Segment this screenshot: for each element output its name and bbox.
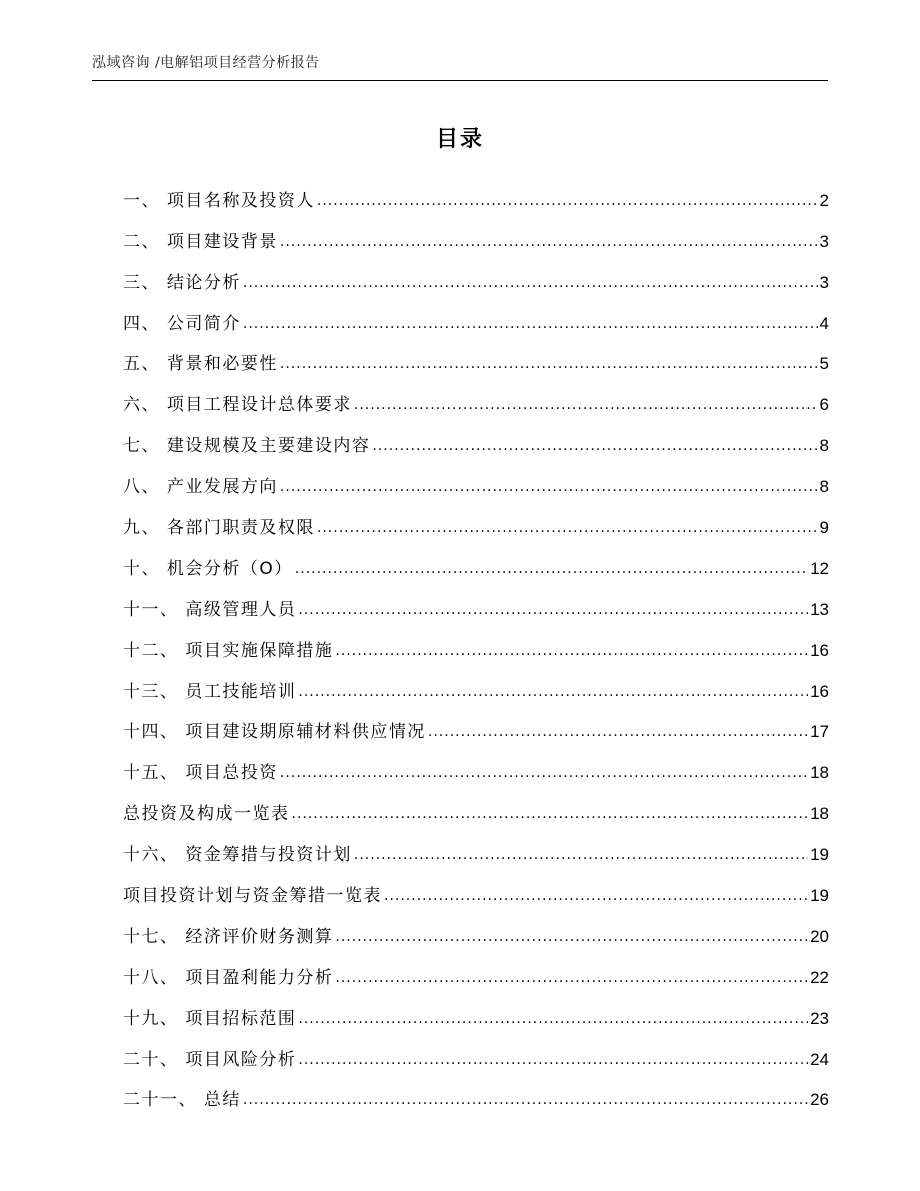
page-title: 目录 <box>435 127 484 152</box>
toc-entry-page-number: 18 <box>810 804 829 824</box>
toc-dot-leader <box>280 352 818 376</box>
toc-dot-leader <box>335 925 808 949</box>
toc-entry-label: 十五、 项目总投资 <box>123 763 278 784</box>
toc-entry-label: 五、 背景和必要性 <box>123 354 278 375</box>
toc-entry-label: 二十一、 总结 <box>123 1090 241 1111</box>
toc-dot-leader <box>243 312 818 336</box>
toc-dot-leader <box>354 843 808 867</box>
toc-dot-leader <box>298 1007 808 1031</box>
header-divider <box>92 80 828 81</box>
toc-entry[interactable] <box>123 744 829 785</box>
toc-entry-label: 二、 项目建设背景 <box>123 231 278 252</box>
toc-entry-label: 十六、 资金筹措与投资计划 <box>123 845 352 866</box>
toc-entry-label: 十九、 项目招标范围 <box>123 1008 297 1029</box>
toc-entry-page-number: 16 <box>810 681 829 701</box>
toc-dot-leader <box>280 761 808 785</box>
toc-entry[interactable] <box>123 336 829 377</box>
toc-entry-page-number: 26 <box>810 1090 829 1110</box>
toc-entry-label: 九、 各部门职责及权限 <box>123 518 315 539</box>
toc-entry-label: 十、 机会分析（O） <box>123 558 293 579</box>
toc-entry-label: 十二、 项目实施保障措施 <box>123 640 334 661</box>
toc-entry-page-number: 20 <box>810 926 829 946</box>
toc-dot-leader <box>354 393 818 417</box>
toc-entry[interactable] <box>123 499 829 540</box>
toc-entry-page-number: 19 <box>810 886 829 906</box>
toc-entry-label: 三、 结论分析 <box>123 272 241 293</box>
toc-entry-page-number: 22 <box>810 967 829 987</box>
toc-dot-leader <box>295 557 808 581</box>
toc-entry-label: 七、 建设规模及主要建设内容 <box>123 436 371 457</box>
table-of-contents <box>123 172 829 1112</box>
toc-entry-label: 二十、 项目风险分析 <box>123 1049 297 1070</box>
toc-entry-label: 项目投资计划与资金筹措一览表 <box>123 886 382 907</box>
toc-entry-label: 六、 项目工程设计总体要求 <box>123 395 352 416</box>
toc-entry[interactable] <box>123 295 829 336</box>
toc-dot-leader <box>298 680 808 704</box>
toc-entry-page-number: 8 <box>819 477 829 497</box>
toc-entry[interactable] <box>123 785 829 826</box>
toc-entry[interactable] <box>123 826 829 867</box>
toc-entry-label: 十八、 项目盈利能力分析 <box>123 967 334 988</box>
toc-entry[interactable] <box>123 213 829 254</box>
toc-dot-leader <box>384 884 808 908</box>
toc-entry[interactable] <box>123 1031 829 1072</box>
toc-entry[interactable] <box>123 254 829 295</box>
toc-entry-label: 十三、 员工技能培训 <box>123 681 297 702</box>
toc-entry-label: 一、 项目名称及投资人 <box>123 190 315 211</box>
toc-entry[interactable] <box>123 622 829 663</box>
toc-dot-leader <box>280 475 818 499</box>
toc-entry-page-number: 8 <box>819 436 829 456</box>
toc-entry-page-number: 12 <box>810 558 829 578</box>
toc-entry[interactable] <box>123 458 829 499</box>
toc-entry-page-number: 2 <box>819 190 829 210</box>
toc-entry-page-number: 13 <box>810 599 829 619</box>
toc-dot-leader <box>280 230 818 254</box>
toc-entry-page-number: 23 <box>810 1008 829 1028</box>
toc-entry-page-number: 16 <box>810 640 829 660</box>
toc-entry[interactable] <box>123 867 829 908</box>
toc-dot-leader <box>298 598 808 622</box>
toc-entry-label: 十四、 项目建设期原辅材料供应情况 <box>123 722 426 743</box>
toc-entry-label: 十七、 经济评价财务测算 <box>123 926 334 947</box>
toc-entry-page-number: 9 <box>819 518 829 538</box>
toc-dot-leader <box>335 639 808 663</box>
toc-entry[interactable] <box>123 1072 829 1113</box>
toc-entry-label: 四、 公司简介 <box>123 313 241 334</box>
toc-dot-leader <box>243 1088 808 1112</box>
toc-entry[interactable] <box>123 663 829 704</box>
toc-entry[interactable] <box>123 581 829 622</box>
toc-dot-leader <box>298 1048 808 1072</box>
toc-entry[interactable] <box>123 417 829 458</box>
toc-entry[interactable] <box>123 949 829 990</box>
toc-dot-leader <box>243 271 818 295</box>
toc-entry-label: 总投资及构成一览表 <box>123 804 290 825</box>
toc-entry[interactable] <box>123 376 829 417</box>
toc-entry-page-number: 6 <box>819 395 829 415</box>
toc-entry-page-number: 18 <box>810 763 829 783</box>
toc-entry[interactable] <box>123 172 829 213</box>
toc-entry-label: 十一、 高级管理人员 <box>123 599 297 620</box>
toc-dot-leader <box>317 516 818 540</box>
toc-entry-label: 八、 产业发展方向 <box>123 477 278 498</box>
toc-entry[interactable] <box>123 908 829 949</box>
running-header: 泓域咨询 /电解铝项目经营分析报告 <box>92 55 320 71</box>
toc-entry-page-number: 3 <box>819 272 829 292</box>
toc-entry-page-number: 17 <box>810 722 829 742</box>
toc-dot-leader <box>292 802 809 826</box>
toc-dot-leader <box>372 434 817 458</box>
toc-entry-page-number: 4 <box>819 313 829 333</box>
toc-dot-leader <box>335 966 808 990</box>
toc-dot-leader <box>428 720 808 744</box>
toc-entry-page-number: 24 <box>810 1049 829 1069</box>
toc-entry-page-number: 19 <box>810 845 829 865</box>
toc-entry[interactable] <box>123 704 829 745</box>
toc-entry[interactable] <box>123 540 829 581</box>
toc-entry[interactable] <box>123 990 829 1031</box>
toc-entry-page-number: 3 <box>819 231 829 251</box>
toc-dot-leader <box>317 189 818 213</box>
toc-entry-page-number: 5 <box>819 354 829 374</box>
